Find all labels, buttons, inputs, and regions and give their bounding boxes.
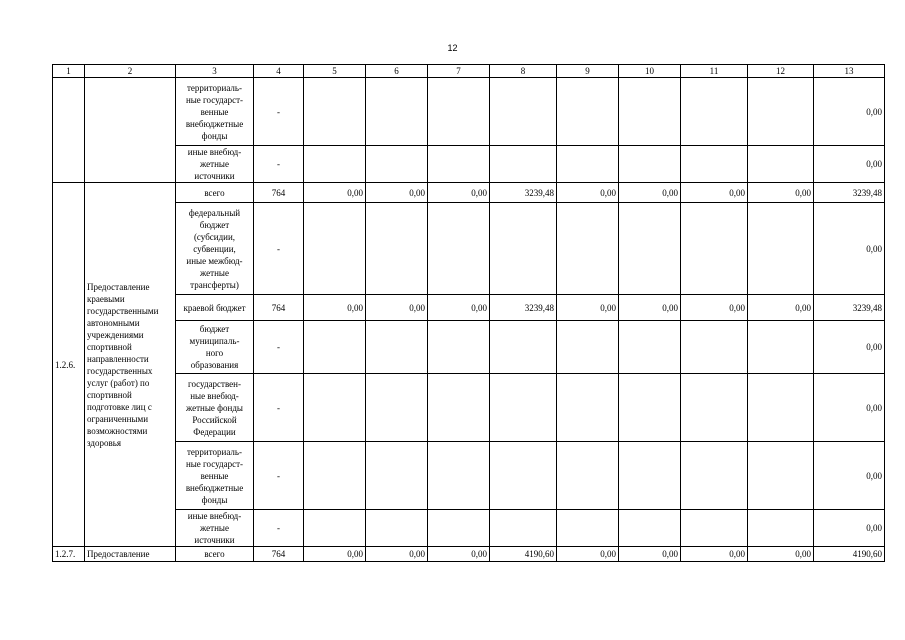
cell-col-5: [304, 321, 366, 374]
cell-col-4: -: [254, 510, 304, 547]
cell-col-13: 0,00: [814, 321, 885, 374]
cell-col-10: [619, 442, 681, 510]
item-code-cell: [53, 78, 85, 183]
table-row: [53, 510, 885, 547]
cell-col-12: [748, 510, 814, 547]
cell-col-10: [619, 78, 681, 146]
cell-col-6: 0,00: [366, 547, 428, 562]
cell-col-10: 0,00: [619, 183, 681, 203]
cell-col-9: [557, 146, 619, 183]
cell-col-6: 0,00: [366, 183, 428, 203]
cell-col-8: [490, 442, 557, 510]
cell-col-13: 0,00: [814, 510, 885, 547]
column-header: 3: [176, 65, 254, 78]
cell-col-12: 0,00: [748, 183, 814, 203]
cell-col-10: [619, 374, 681, 442]
cell-col-12: [748, 78, 814, 146]
cell-col-4: -: [254, 321, 304, 374]
cell-col-5: 0,00: [304, 183, 366, 203]
cell-col-8: [490, 374, 557, 442]
cell-col-8: [490, 510, 557, 547]
cell-col-12: [748, 374, 814, 442]
funding-source: краевой бюджет: [176, 295, 254, 321]
cell-col-11: [681, 321, 748, 374]
column-header: 7: [428, 65, 490, 78]
cell-col-7: [428, 146, 490, 183]
funding-source: федеральный бюджет (субсидии, субвенции, иные межбюд- жетные трансферты): [176, 203, 254, 295]
cell-col-9: [557, 510, 619, 547]
funding-source: бюджет муниципаль- ного образования: [176, 321, 254, 374]
cell-col-8: [490, 78, 557, 146]
funding-source: иные внебюд- жетные источники: [176, 146, 254, 183]
cell-col-6: [366, 146, 428, 183]
cell-col-7: 0,00: [428, 295, 490, 321]
cell-col-7: [428, 78, 490, 146]
item-name-cell: [85, 78, 176, 183]
cell-col-5: 0,00: [304, 295, 366, 321]
column-header: 4: [254, 65, 304, 78]
cell-col-10: [619, 321, 681, 374]
cell-col-6: 0,00: [366, 295, 428, 321]
item-name-cell: Предоставление краевыми государственными автономными учреждениями спортивной направленности государственных услуг (работ) по спортивной подготовке лиц с ограниченными возможностями здоровья: [85, 183, 176, 547]
cell-col-12: [748, 146, 814, 183]
cell-col-7: 0,00: [428, 547, 490, 562]
table-row: [53, 374, 885, 442]
column-header: 2: [85, 65, 176, 78]
cell-col-5: 0,00: [304, 547, 366, 562]
table-row: [53, 547, 885, 562]
cell-col-6: [366, 321, 428, 374]
cell-col-11: [681, 374, 748, 442]
cell-col-4: 764: [254, 295, 304, 321]
cell-col-9: 0,00: [557, 183, 619, 203]
cell-col-11: [681, 146, 748, 183]
cell-col-4: 764: [254, 547, 304, 562]
cell-col-8: 3239,48: [490, 295, 557, 321]
cell-col-4: -: [254, 442, 304, 510]
table-row: [53, 146, 885, 183]
cell-col-6: [366, 203, 428, 295]
cell-col-13: 3239,48: [814, 183, 885, 203]
cell-col-4: -: [254, 374, 304, 442]
cell-col-8: [490, 146, 557, 183]
cell-col-5: [304, 442, 366, 510]
column-header: 9: [557, 65, 619, 78]
column-header: 12: [748, 65, 814, 78]
funding-source: всего: [176, 547, 254, 562]
cell-col-11: 0,00: [681, 183, 748, 203]
cell-col-9: [557, 442, 619, 510]
column-header: 13: [814, 65, 885, 78]
cell-col-5: [304, 374, 366, 442]
cell-col-4: -: [254, 146, 304, 183]
cell-col-10: [619, 510, 681, 547]
cell-col-13: 0,00: [814, 442, 885, 510]
cell-col-6: [366, 374, 428, 442]
cell-col-4: 764: [254, 183, 304, 203]
cell-col-7: 0,00: [428, 183, 490, 203]
column-header: 5: [304, 65, 366, 78]
cell-col-11: 0,00: [681, 547, 748, 562]
cell-col-4: -: [254, 78, 304, 146]
table-row: [53, 442, 885, 510]
column-header: 1: [53, 65, 85, 78]
cell-col-9: [557, 78, 619, 146]
cell-col-10: [619, 146, 681, 183]
cell-col-5: [304, 146, 366, 183]
table-row: [53, 183, 885, 203]
cell-col-8: [490, 203, 557, 295]
cell-col-11: 0,00: [681, 295, 748, 321]
cell-col-7: [428, 321, 490, 374]
cell-col-5: [304, 203, 366, 295]
table-row: [53, 203, 885, 295]
cell-col-8: 4190,60: [490, 547, 557, 562]
cell-col-8: [490, 321, 557, 374]
cell-col-9: 0,00: [557, 547, 619, 562]
cell-col-6: [366, 510, 428, 547]
funding-source: территориаль- ные государст- венные внебюджетные фонды: [176, 78, 254, 146]
funding-source: государствен- ные внебюд- жетные фонды Российской Федерации: [176, 374, 254, 442]
cell-col-7: [428, 510, 490, 547]
column-header: 11: [681, 65, 748, 78]
cell-col-7: [428, 442, 490, 510]
table-row: [53, 321, 885, 374]
cell-col-11: [681, 203, 748, 295]
cell-col-12: [748, 321, 814, 374]
cell-col-9: [557, 374, 619, 442]
cell-col-12: 0,00: [748, 547, 814, 562]
item-name-cell: Предоставление: [85, 547, 176, 562]
cell-col-5: [304, 510, 366, 547]
cell-col-12: 0,00: [748, 295, 814, 321]
funding-source: иные внебюд- жетные источники: [176, 510, 254, 547]
cell-col-11: [681, 442, 748, 510]
funding-source: всего: [176, 183, 254, 203]
cell-col-6: [366, 78, 428, 146]
cell-col-12: [748, 442, 814, 510]
item-code-cell: 1.2.7.: [53, 547, 85, 562]
cell-col-9: [557, 203, 619, 295]
table-row: [53, 295, 885, 321]
cell-col-7: [428, 203, 490, 295]
cell-col-7: [428, 374, 490, 442]
cell-col-13: 4190,60: [814, 547, 885, 562]
cell-col-13: 0,00: [814, 374, 885, 442]
item-code-cell: 1.2.6.: [53, 183, 85, 547]
cell-col-8: 3239,48: [490, 183, 557, 203]
cell-col-10: 0,00: [619, 295, 681, 321]
cell-col-13: 0,00: [814, 203, 885, 295]
cell-col-11: [681, 78, 748, 146]
column-header: 10: [619, 65, 681, 78]
table-row: [53, 78, 885, 146]
cell-col-13: 0,00: [814, 146, 885, 183]
funding-source: территориаль- ные государст- венные внебюджетные фонды: [176, 442, 254, 510]
cell-col-6: [366, 442, 428, 510]
cell-col-10: [619, 203, 681, 295]
budget-table: [52, 64, 885, 562]
page-number: 12: [447, 43, 458, 53]
cell-col-13: 3239,48: [814, 295, 885, 321]
cell-col-10: 0,00: [619, 547, 681, 562]
cell-col-4: -: [254, 203, 304, 295]
cell-col-9: [557, 321, 619, 374]
cell-col-11: [681, 510, 748, 547]
column-header: 6: [366, 65, 428, 78]
cell-col-5: [304, 78, 366, 146]
cell-col-13: 0,00: [814, 78, 885, 146]
cell-col-9: 0,00: [557, 295, 619, 321]
column-number-header: [53, 65, 885, 78]
cell-col-12: [748, 203, 814, 295]
column-header: 8: [490, 65, 557, 78]
